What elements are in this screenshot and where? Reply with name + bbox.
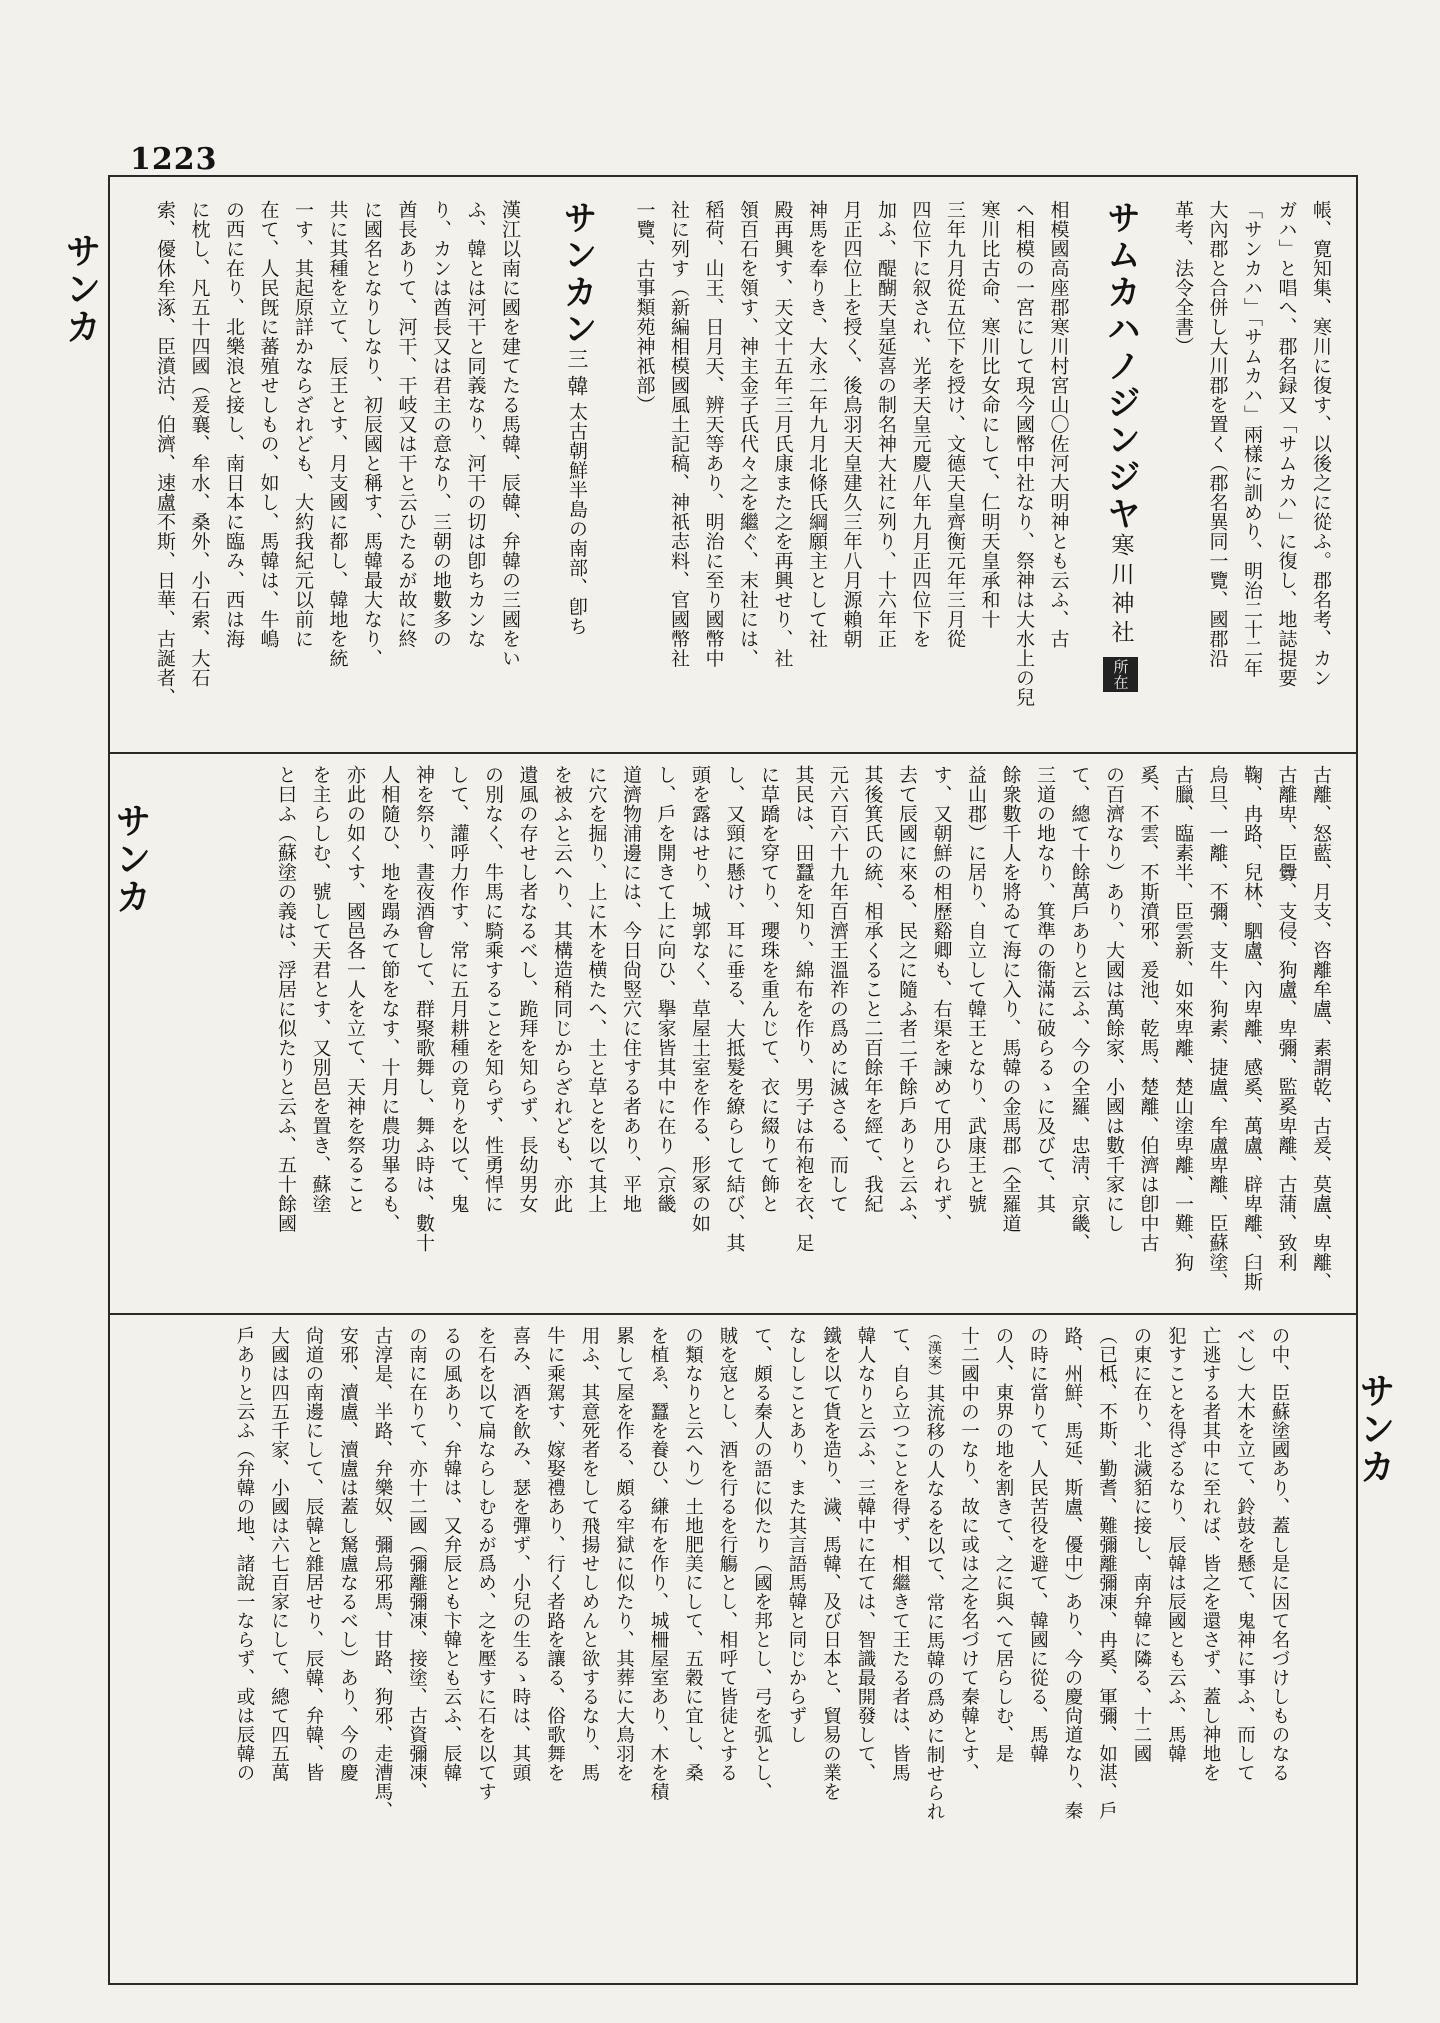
text-column: 寒川比古命、寒川比女命にして、仁明天皇承和十 (978, 200, 1001, 629)
text-column: 亦此の如くす、國邑各一人を立て、天神を祭ること (344, 765, 366, 1214)
text-column: 鞠、冉路、兒林、駟盧、內卑離、感奚、萬盧、辟卑離、臼斯 (1241, 765, 1263, 1292)
text-column: 稻荷、山王、日月天、辨天等あり、明治に至り國幣中 (702, 200, 725, 668)
text-column: 其後箕氏の統、相承くること二百餘年を經て、我紀 (861, 765, 884, 1214)
text-column: 用ふ、其意死者をして飛揚せしめんと欲するなり、馬 (579, 1326, 600, 1782)
text-column: して、讙呼力作す、常に五月耕種の竟りを以て、鬼 (447, 765, 470, 1214)
text-column: の西に在り、北樂浪と接し、南日本に臨み、西は海 (223, 200, 245, 649)
text-column: 索、優休牟涿、臣濆沽、伯濟、速盧不斯、日華、古誕者、 (154, 200, 176, 707)
text-column: 三年九月從五位下を授け、文德天皇齊衡元年三月從 (944, 200, 966, 649)
text-column: 頭を露はせり、城郭なく、草屋土室を作る、形冢の如 (689, 765, 711, 1233)
text-column: の別なく、牛馬に騎乘することを知らず、性勇悍に (482, 765, 504, 1214)
text-column: ヘ相模の一宮にして現今國幣中社なり、祭神は大水上の兒 (1013, 200, 1035, 707)
text-column: 道濟物浦邊には、今日尙竪穴に住する者あり、平地 (620, 765, 642, 1214)
text-column: 相模國高座郡寒川村宮山〇佐河大明神とも云ふ、古 (1047, 200, 1070, 649)
text-column: 加ふ、醍醐天皇延喜の制名神大社に列り、十六年正 (875, 200, 897, 649)
text-column: 古離、怒藍、月支、咨離牟盧、素謂乾、古爰、莫盧、卑離、 (1310, 765, 1332, 1292)
text-column: て、總て十餘萬戶ありと云ふ、今の全羅、忠淸、京畿、 (1068, 765, 1091, 1253)
text-column: 安邪、瀆盧、瀆盧は蓋し駑盧なるべし）あり、今の慶 (337, 1326, 359, 1782)
text-column: 遺風の存せし者なるべし、跪拜を知らず、長幼男女 (516, 765, 539, 1214)
text-column: り、カンは酋長又は君主の意なり、三朝の地數多の (430, 200, 452, 649)
text-column: 帳、寛知集、寒川に復す、以後之に從ふ。郡名考、カン (1310, 200, 1332, 688)
text-column: 韓人なりと云ふ、三韓中に在ては、智識最開發して、 (855, 1326, 876, 1782)
text-column: 酋長ありて、河干、干岐又は干と云ひたるが故に終 (395, 200, 418, 649)
text-column: を植ゑ、蠶を養ひ、縑布を作り、城柵屋室あり、木を積 (648, 1326, 669, 1801)
text-column: 神馬を奉りき、大永二年九月北條氏綱願主として社 (806, 200, 828, 649)
text-column: 犯すことを得ざるなり、辰韓は辰國とも云ふ、馬韓 (1165, 1326, 1187, 1763)
text-column: 「サンカハ」「サムカハ」兩樣に訓めり、明治二十二年 (1241, 200, 1263, 678)
text-column: に草蹻を穿てり、瓔珠を重んじて、衣に綴りて飾と (758, 765, 780, 1214)
text-column: なししことあり、また其言語馬韓と同じからずし (786, 1326, 807, 1744)
text-column: 去て辰國に來る、民之に隨ふ者二千餘戶ありと云ふ、 (896, 765, 918, 1233)
side-label-top: サンカ (60, 232, 101, 346)
bottom-band-divider (108, 1313, 1358, 1315)
text-column: 餘衆數千人を將ゐて海に入り、馬韓の金馬郡（全羅道 (999, 765, 1022, 1233)
text-column: 賊を寇とし、酒を行るを行觴とし、相呼て皆徒とする (717, 1326, 738, 1782)
text-column: 亡逃する者其中に至れば、皆之を還さず、蓋し神地を (1200, 1326, 1221, 1782)
text-column: 牛に乘駕す、嫁娶禮あり、行く者路を讓る、俗歌舞を (544, 1326, 566, 1782)
text-column: 鐵を以て貨を造り、濊、馬韓、及び日本と、貿易の業を (820, 1326, 842, 1801)
side-label-bottom: サンカ (1354, 1372, 1395, 1486)
text-column: 在て、人民旣に蕃殖せしもの、如し、馬韓は、牛嶋 (257, 200, 280, 649)
text-column: 一す、其起原詳かならざれども、大約我紀元以前に (292, 200, 314, 649)
text-column: の中、臣蘇塗國あり、蓋し是に因て名づけしものなる (1269, 1326, 1290, 1782)
entry-heading-samukawa (1076, 200, 1166, 742)
text-column: の東に在り、北濊貊に接し、南弁韓に隣る、十二國 (1131, 1326, 1152, 1763)
entry-heading-sankan (527, 200, 627, 742)
text-column (917, 1326, 952, 1966)
top-band (128, 200, 1338, 742)
text-column: 烏旦、一離、不彌、支牛、狗素、捷盧、牟盧卑離、臣蘇塗、 (1206, 765, 1229, 1292)
text-column: て、頗る秦人の語に似たり（國を邦とし、弓を弧とし、 (751, 1326, 773, 1801)
text-column: ふ、韓とは河干と同義なり、河干の切は卽ちカンな (464, 200, 487, 649)
text-column: の人、東界の地を割きて、之に與へて居らしむ、是 (993, 1326, 1014, 1763)
shrine-name: 寒川神社 (1107, 533, 1134, 649)
text-column: の時に當りて、人民苦役を避て、韓國に從る、馬韓 (1027, 1326, 1049, 1763)
editorial-note: （漢案） (926, 1326, 942, 1384)
text-column: 革考、法令全書） (1172, 200, 1194, 356)
text-column: に枕し、凡五十四國（爰襄、牟水、桑外、小石索、大石 (188, 200, 211, 688)
text-column: し、戶を開きて上に向ひ、擧家皆其中に在り（京畿 (654, 765, 677, 1214)
location-tag: 所在 (1103, 657, 1138, 692)
text-column: 古離卑、臣釁、支侵、狗盧、卑彌、監奚卑離、古蒲、致利 (1275, 765, 1298, 1272)
text-column: の南に在りて、亦十二國（彌離彌凍、接塗、古資彌凍、 (406, 1326, 428, 1801)
top-band-divider (108, 752, 1358, 754)
text-column: を石を以て扁ならしむるが爲め、之を壓すに石を以てす (475, 1326, 497, 1801)
text-column: 其民は、田蠶を知り、綿布を作り、男子は布袍を衣、足 (792, 765, 815, 1253)
text-column: 累して屋を作る、頗る牢獄に似たり、其葬に大鳥羽を (613, 1326, 635, 1782)
text-column: に國名となりしなり、初辰國と稱す、馬韓最大なり、 (361, 200, 383, 668)
text-column: と曰ふ（蘇塗の義は、浮居に似たりと云ふ、五十餘國 (275, 765, 297, 1233)
text-column: 古臘、臨素半、臣雲新、如來卑離、楚山塗卑離、一難、狗 (1172, 765, 1194, 1272)
bottom-band (128, 1326, 1296, 1966)
text-column: ガハ」と唱へ、郡名録又「サムカハ」に復し、地誌提要 (1275, 200, 1298, 688)
text-column: 人相隨ひ、地を蹋みて節をなす、十月に農功畢るも、 (378, 765, 401, 1233)
text-column: 領百石を領す、神主金子氏代々之を繼ぐ、末社には、 (737, 200, 759, 668)
side-label-middle: サンカ (110, 802, 151, 916)
text-column: 三道の地なり、箕準の衞滿に破らるゝに及びて、其 (1034, 765, 1056, 1214)
text-column: 尙道の南邊にして、辰韓と雜居せり、辰韓、弁韓、皆 (303, 1326, 324, 1782)
text-column: 社に列す（新編相模國風土記稿、神祇志料、官國幣社 (668, 200, 690, 668)
text-column: 大國は四五千家、小國は六七百家にして、總て四五萬 (268, 1326, 290, 1782)
text-column: 戶ありと云ふ（弁韓の地、諸說一ならず、或は辰韓の (234, 1326, 255, 1782)
text-column: 四位下に叙され、光孝天皇元慶八年九月正四位下を (909, 200, 932, 649)
text-column: （已柢、不斯、勤耆、難彌離彌凍、冉奚、軍彌、如湛、戶 (1096, 1326, 1118, 1820)
text-column: 殿再興す、天文十五年三月氏康また之を再興せり、社 (771, 200, 794, 668)
middle-band (170, 765, 1338, 1303)
text-column: 喜み、酒を飮み、瑟を彈ず、小兒の生るゝ時は、其頭 (510, 1326, 531, 1782)
text-column: 大內郡と合併し大川郡を置く（郡名異同一覽、國郡沿 (1206, 200, 1229, 668)
section-name: 三韓 (565, 348, 589, 402)
text-column: 益山郡）に居り、自立して韓王となり、武康王と號 (965, 765, 987, 1214)
text-column: 十二國中の一なり、故に或は之を名づけて秦韓とす、 (958, 1326, 980, 1782)
text-column: 奚、不雲、不斯濆邪、爰池、乾馬、楚離、伯濟は卽中古 (1137, 765, 1160, 1253)
text-column: の百濟なり）あり、大國は萬餘家、小國は數千家にし (1103, 765, 1125, 1233)
text-column: 月正四位上を授く、後鳥羽天皇建久三年八月源賴朝 (840, 200, 863, 649)
text-column: し、又頸に懸け、耳に垂る、大抵髮を繚らして結び、其 (723, 765, 746, 1253)
text-column: るの風あり、弁韓は、又弁辰とも卞韓とも云ふ、辰韓 (441, 1326, 462, 1782)
text-column: を被ふと云へり、其構造稍同じからざれども、亦此 (551, 765, 573, 1214)
text-column: の類なりと云へり）土地肥美にして、五穀に宜し、桑 (682, 1326, 704, 1782)
text-column-body: 其流移の人なるを以て、常に馬韓の爲めに制せられ (924, 1384, 945, 1821)
entry-title: サムカハノジンジヤ (1100, 200, 1141, 533)
text-column: に穴を掘り、上に木を横たへ、土と草とを以て其上 (585, 765, 608, 1214)
text-column: 路、州鮮、馬延、斯盧、優中）あり、今の慶尙道なり、秦 (1062, 1326, 1083, 1820)
page-number: 1223 (130, 142, 218, 177)
text-column: す、又朝鮮の相歷谿卿も、右渠を諫めて用ひられず、 (930, 765, 953, 1233)
text-column: を主らしむ、號して天君とす、又別邑を置き、蘇塗 (309, 765, 332, 1214)
text-column: 漢江以南に國を建てたる馬韓、辰韓、弁韓の三國をい (499, 200, 521, 668)
text-column: 神を祭り、晝夜酒會して、群聚歌舞し、舞ふ時は、數十 (413, 765, 435, 1253)
text-column: べし）大木を立て、鈴鼓を懸て、鬼神に事ふ、而して (1234, 1326, 1256, 1782)
text-column: 一覽、古事類苑神祇部） (633, 200, 656, 415)
text-column: 元六百六十九年百濟王溫祚の爲めに滅さる、而して (827, 765, 849, 1214)
text-column: 共に其種を立て、辰王とす、月支國に都し、韓地を統 (326, 200, 349, 668)
text-column: て、自ら立つことを得ず、相繼きて王たる者は、皆馬 (889, 1326, 911, 1782)
text-column: 古淳是、半路、弁樂奴、彌烏邪馬、甘路、狗邪、走漕馬、 (372, 1326, 393, 1820)
entry-title: サンカン (557, 200, 597, 348)
text-column-lead: 太古朝鮮半島の南部、卽ち (566, 402, 588, 636)
